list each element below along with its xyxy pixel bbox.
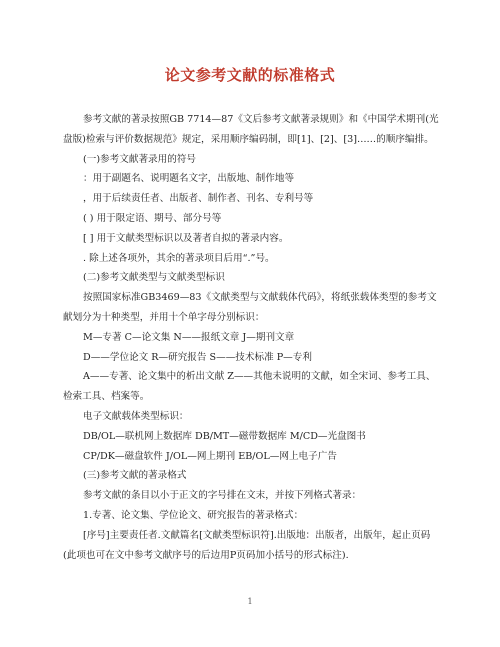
section-heading-symbols: (一)参考文献著录用的符号 [83,153,197,165]
list-item: [ ] 用于文献类型标识以及著者自拟的著录内容。 [83,232,289,244]
list-item: DB/OL—联机网上数据库 DB/MT—磁带数据库 M/CD—光盘图书 [83,430,366,442]
paragraph-format-item-1: 1.专著、论文集、学位论文、研究报告的著录格式： [83,509,304,521]
list-item: ：用于副题名、说明题名文字，出版地、制作地等 [83,173,295,185]
list-item: . 除上述各项外，其余的著录项目后用“.”号。 [83,252,275,264]
list-item: CP/DK—磁盘软件 J/OL—网上期刊 EB/OL—网上电子广告 [83,450,337,462]
list-item: D——学位论文 R—研究报告 S——技术标准 P—专利 [83,351,312,363]
paragraph-standard: 按照国家标准GB3469—83《文献类型与文献载体代码》，将纸张载体类型的参考文献划分为十种类型，并用十个单字母分别标识： [63,292,437,323]
list-item: ，用于后续责任者、出版者、制作者、刊名、专利号等 [83,193,314,205]
paragraph-electronic-heading: 电子文献载体类型标识： [83,410,189,422]
list-item: M—专著 C—论文集 N——报纸文章 J—期刊文章 [83,331,295,343]
section-heading-types: (二)参考文献类型与文献类型标识 [83,272,225,284]
paragraph-format-template: [序号]主要责任者.文献篇名[文献类型标识符].出版地：出版者，出版年，起止页码(此项也可在文中参考文献序号的后边用P页码加小括号的形式标注). [63,529,431,561]
page-number: 1 [247,597,253,606]
list-item: ( ) 用于限定语、期号、部分号等 [83,212,222,224]
list-item: A——专著、论文集中的析出文献 Z——其他未说明的文献，如全宋词、参考工具、检索工具、档案等。 [63,371,436,403]
paragraph-format-intro: 参考文献的条目以小于正文的字号排在文末，并按下列格式著录： [83,490,362,502]
section-heading-format: (三)参考文献的著录格式 [83,470,187,482]
paragraph-intro: 参考文献的著录按照GB 7714—87《文后参考文献著录规则》和《中国学术期刊(光盘版)检索与评价数据规范》规定，采用顺序编码制，即[1]、[2]、[3]……的顺序编排。 [63,114,439,145]
document-body [63,110,443,565]
document-title: 论文参考文献的标准格式 [164,66,336,84]
